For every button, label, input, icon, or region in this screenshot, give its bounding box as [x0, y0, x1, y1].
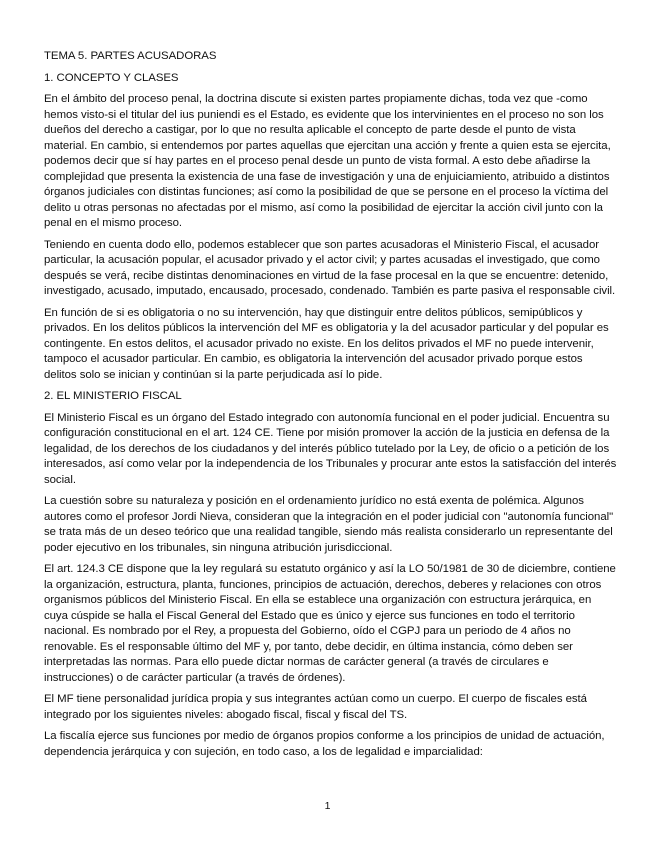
- page-number: 1: [324, 800, 331, 812]
- paragraph: La cuestión sobre su naturaleza y posición en el ordenamiento jurídico no está exenta de polémica. Algunos autores como el profesor Jordi Nieva, consideran que la integración en el poder judicial con "autonomía funcional" se trata más de un deseo teórico que una realidad tangible, siendo más realista considerarlo un representante del poder ejecutivo en los tribunales, sin ninguna atribución jurisdiccional.: [44, 495, 614, 554]
- paragraph: El MF tiene personalidad jurídica propia y sus integrantes actúan como un cuerpo. El cuerpo de fiscales está integrado por los siguientes niveles: abogado fiscal, fiscal y fiscal del TS.: [44, 693, 587, 721]
- paragraph: Teniendo en cuenta dodo ello, podemos establecer que son partes acusadoras el Ministerio Fiscal, el acusador particular, la acusación popular, el acusador privado y el actor civil; y partes acusadas el investigado, que como después se verá, recibe distintas denominaciones en virtud de la fase procesal en la que se encuentre: detenido, investigado, acusado, imputado, encausado, procesado, condenado. También es parte pasiva el responsable civil.: [44, 238, 616, 297]
- section-heading-concepto: 1. CONCEPTO Y CLASES: [44, 71, 179, 84]
- section-heading-ministerio-fiscal: 2. EL MINISTERIO FISCAL: [44, 390, 182, 402]
- paragraph: En el ámbito del proceso penal, la doctrina discute si existen partes propiamente dichas, toda vez que -como hemos visto-si el titular del ius puniendi es el Estado, es evidente que los intervinientes en el proceso no son los dueños del derecho a castigar, por lo que no resulta aplicable el concepto de parte desde el punto de vista material. En cambio, si entendemos por partes aquellas que ejercitan una acción y frente a quien esta se ejercita, podemos decir que sí hay partes en el proceso penal desde un punto de vista formal. A esto debe añadirse la complejidad que presenta la existencia de una fase de investigación y una de enjuiciamiento, atribuido a distintos órganos judiciales con distintas funciones; así como la posibilidad de que se persone en el proceso la víctima del delito u otras personas no afectadas por el mismo, así como la posibilidad de ejercitar la acción civil junto con la penal en el mismo proceso.: [44, 93, 611, 229]
- paragraph: El art. 124.3 CE dispone que la ley regulará su estatuto orgánico y así la LO 50/1981 de 30 de diciembre, contiene la organización, estructura, planta, funciones, principios de actuación, derechos, deberes y relaciones con otros organismos públicos del Ministerio Fiscal. En ella se establece una organización con estructura jerárquica, en cuya cúspide se halla el Fiscal General del Estado que es único y ejerce sus funciones en todo el territorio nacional. Es nombrado por el Rey, a propuesta del Gobierno, oído el CGPJ para un periodo de 4 años no renovable. Es el responsable último del MF y, por tanto, debe decidir, en última instancia, cómo deben ser interpretadas las normas. Para ello puede dictar normas de carácter general (a través de circulares e instrucciones) o de carácter particular (a través de órdenes).: [44, 563, 616, 684]
- paragraph: La fiscalía ejerce sus funciones por medio de órganos propios conforme a los principios de unidad de actuación, dependencia jerárquica y con sujeción, en todo caso, a los de legalidad e imparcialidad:: [44, 730, 605, 758]
- paragraph: El Ministerio Fiscal es un órgano del Estado integrado con autonomía funcional en el poder judicial. Encuentra su configuración constitucional en el art. 124 CE. Tiene por misión promover la acción de la justicia en defensa de la legalidad, de los derechos de los ciudadanos y del interés público tutelado por la Ley, de oficio o a petición de los interesados, así como velar por la independencia de los Tribunales y procurar ante estos la satisfacción del interés social.: [44, 411, 617, 486]
- document-body: [44, 49, 617, 766]
- paragraph: En función de si es obligatoria o no su intervención, hay que distinguir entre delitos públicos, semipúblicos y privados. En los delitos públicos la intervención del MF es obligatoria y la del acusador particular y del popular es contingente. En estos delitos, el acusador privado no existe. En los delitos privados el MF no puede intervenir, tampoco el acusador particular. En cambio, es obligatoria la intervención del acusador privado porque estos delitos solo se inician y continúan si la parte perjudicada así lo pide.: [44, 306, 609, 381]
- document-title: TEMA 5. PARTES ACUSADORAS: [44, 50, 217, 62]
